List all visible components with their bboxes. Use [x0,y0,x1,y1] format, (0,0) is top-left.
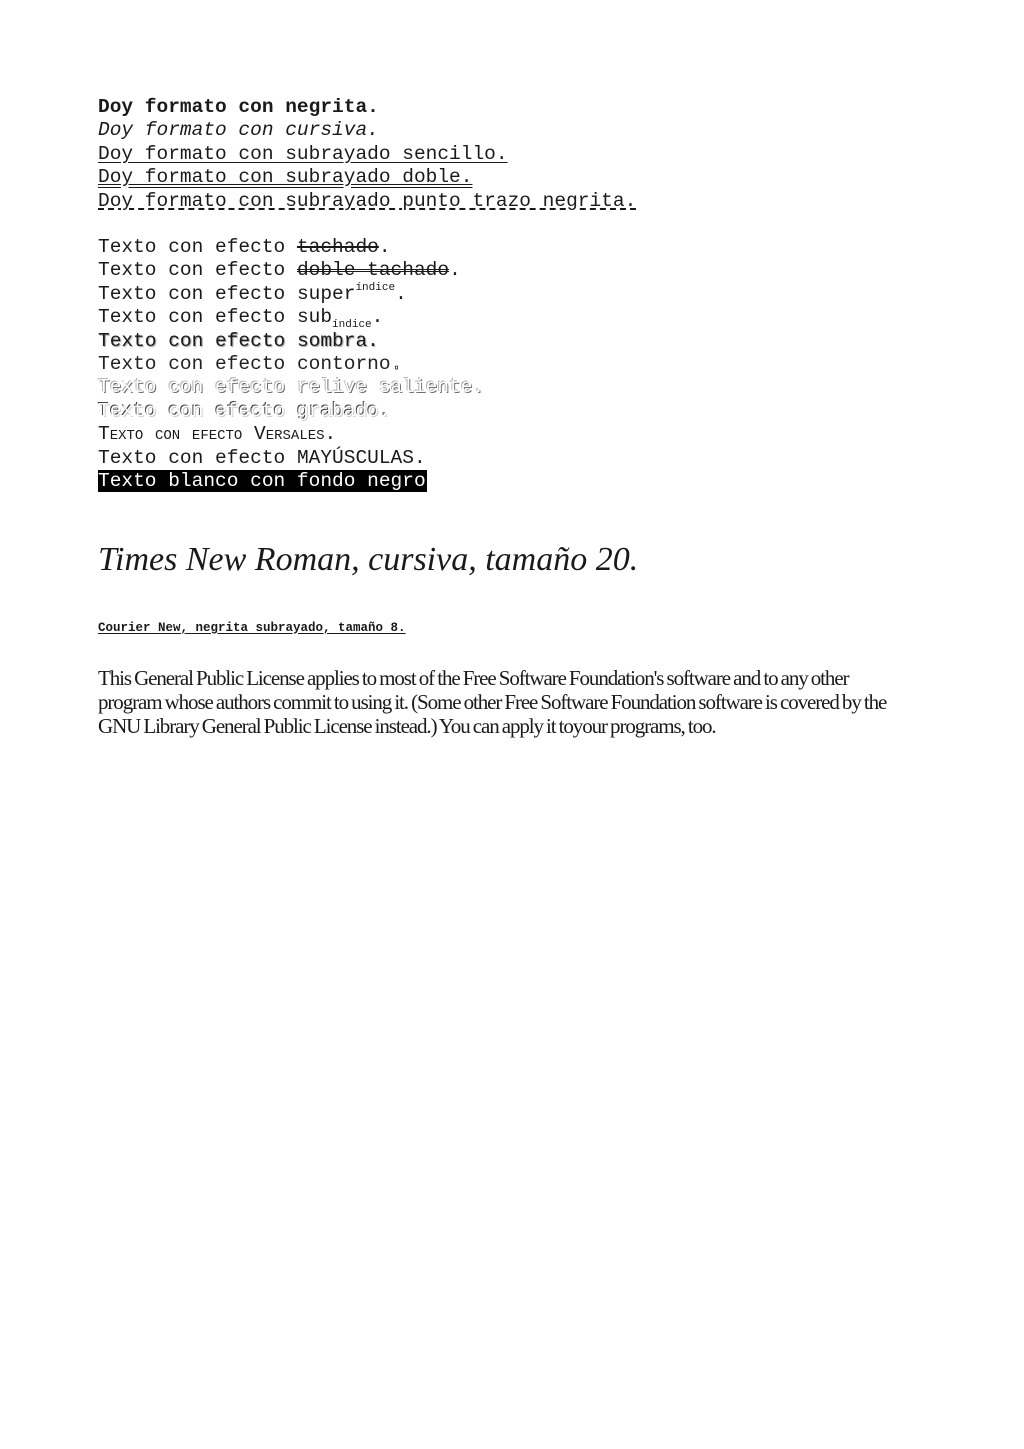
effect-period: . [371,306,384,329]
underline-single-line [98,143,928,166]
sub-base: sub [296,306,333,329]
effect-prefix: Texto con efecto [98,446,297,469]
effects-block [98,236,928,493]
outline-word: contorno [296,353,391,376]
times-new-roman-line: Times New Roman, cursiva, tamaño 20. [98,540,639,578]
formatting-block [98,96,928,213]
effect-period: . [390,353,403,376]
inverse-text: Texto blanco con fondo negro [98,470,426,493]
italic-line: Doy formato con cursiva. [98,119,379,142]
effect-period: . [413,446,426,469]
courier-new-line: Courier New, negrita subrayado, tamaño 8. [98,620,406,635]
underline-single-text: Doy formato con subrayado sencillo. [98,142,508,165]
double-strike-line [98,259,928,282]
superscript-line [98,283,928,306]
effect-period: . [378,236,391,259]
underline-double-text: Doy formato con subrayado doble. [98,166,473,189]
effect-period: . [449,259,461,282]
superscript-text: índice [355,281,396,294]
effect-prefix: Texto con efecto [98,329,297,352]
strike-word: tachado [296,236,379,259]
inverse-line [98,470,928,493]
effect-prefix: Texto con efecto [98,282,297,305]
effect-period: . [367,329,379,352]
outline-line [98,353,928,376]
spacer [98,213,928,236]
underline-dashdot-text: Doy formato con subrayado punto trazo negrita. [98,189,637,212]
underline-double-line [98,166,928,189]
uppercase-word: MAYÚSCULAS [296,446,414,469]
bold-line: Doy formato con negrita. [98,96,379,118]
effect-prefix: Texto con efecto [98,353,297,376]
super-base: super [296,282,356,305]
gpl-paragraph: This General Public License applies to most of the Free Software Foundation's software and to any other program whose authors commit to using it. (Some other Free Software Foundation software is covered by the GNU Library General Public License instead.) You can apply it toyour programs, too. [98,665,887,738]
effect-prefix: Texto con efecto [98,306,297,329]
effect-prefix: Texto con efecto [98,236,297,259]
underline-dashdot-line [98,190,928,213]
smallcaps-line: Texto con efecto Versales. [98,423,337,446]
uppercase-line [98,447,928,470]
subscript-text: índice [332,319,372,332]
document-page [98,96,928,738]
raised-line: Texto con efecto relive saliente. [98,376,485,399]
engraved-line: Texto con efecto grabado. [98,399,391,422]
double-strike-word: doble tachado [296,259,450,282]
shadow-line [98,330,928,353]
subscript-line [98,306,928,332]
effect-period: . [395,282,407,305]
shadow-word: sombra [296,329,368,352]
strike-line [98,236,928,259]
effect-prefix: Texto con efecto [98,259,297,282]
